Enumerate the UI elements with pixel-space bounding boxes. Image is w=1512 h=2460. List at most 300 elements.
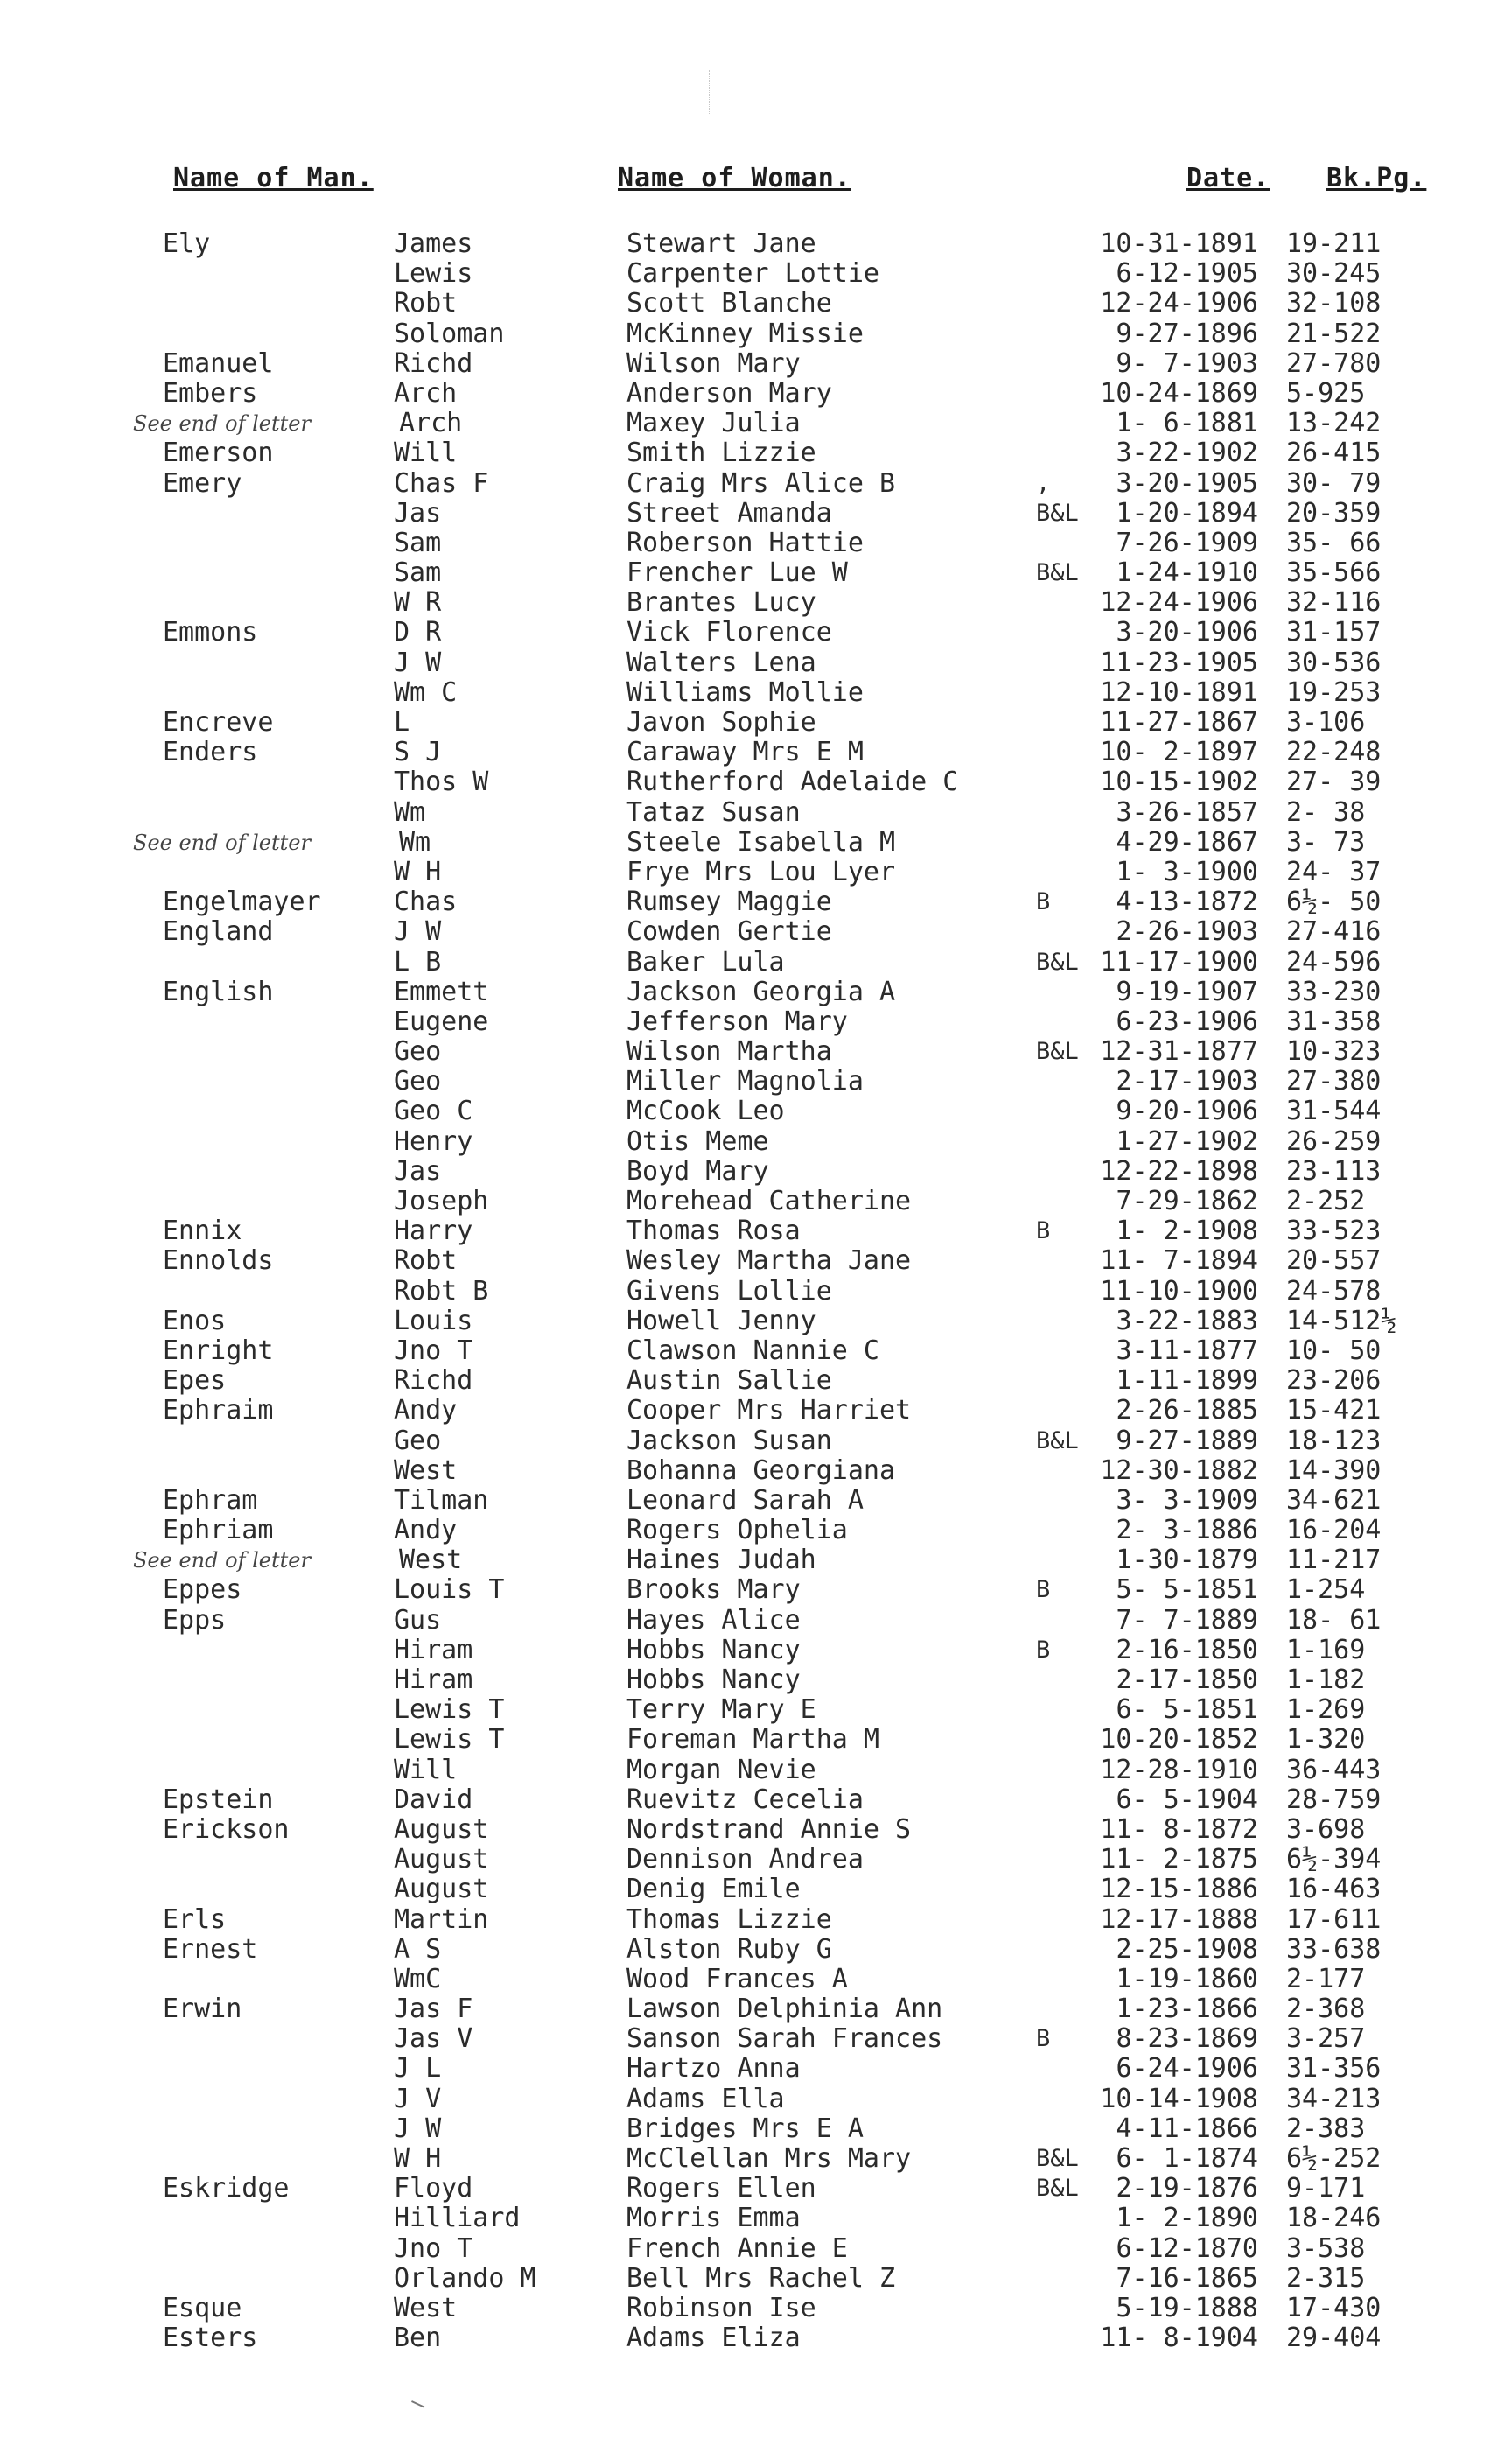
record-row <box>0 2144 1512 2174</box>
man-surname: Emerson <box>163 438 274 469</box>
book-page: 30- 79 <box>1286 467 1382 499</box>
woman-name: Rogers Ophelia <box>626 1515 848 1546</box>
book-page: 6½-394 <box>1286 1844 1382 1875</box>
record-row <box>0 2323 1512 2353</box>
man-given-name: S J <box>394 737 442 768</box>
book-page: 32-108 <box>1286 288 1382 319</box>
record-row <box>0 1875 1512 1904</box>
record-note: B&L <box>1036 559 1079 587</box>
record-row <box>0 2054 1512 2084</box>
record-note: B <box>1036 888 1051 916</box>
man-given-name: Robt <box>394 288 458 319</box>
man-surname: Enright <box>163 1335 274 1366</box>
marriage-date: 12-30-1882 <box>1100 1454 1258 1486</box>
marriage-date: 3-22-1883 <box>1116 1305 1258 1336</box>
marriage-date: 1-19-1860 <box>1116 1963 1258 1994</box>
man-given-name: Henry <box>394 1125 473 1157</box>
man-surname: Ephriam <box>163 1515 274 1546</box>
book-page: 29-404 <box>1286 2323 1382 2354</box>
book-page: 3- 73 <box>1286 826 1366 858</box>
see-end-of-letter-note: See end of letter <box>133 830 311 855</box>
column-header <box>0 163 1512 207</box>
record-row <box>0 469 1512 499</box>
record-row <box>0 2114 1512 2144</box>
man-given-name: Orlando M <box>394 2262 536 2294</box>
man-given-name: Jas <box>394 497 442 529</box>
woman-name: Haines Judah <box>626 1545 816 1576</box>
record-row <box>0 708 1512 738</box>
man-given-name: Richd <box>394 1365 473 1397</box>
man-given-name: Chas F <box>394 467 489 499</box>
man-surname: English <box>163 976 274 1007</box>
marriage-date: 10-14-1908 <box>1100 2083 1258 2114</box>
man-surname: Enos <box>163 1305 227 1336</box>
marriage-date: 9-27-1896 <box>1116 318 1258 349</box>
woman-name: Denig Emile <box>626 1874 801 1905</box>
marriage-date: 4-11-1866 <box>1116 2113 1258 2144</box>
woman-name: Lawson Delphinia Ann <box>626 1994 943 2025</box>
record-row <box>0 409 1512 438</box>
record-row <box>0 1456 1512 1486</box>
record-row <box>0 1575 1512 1605</box>
book-page: 32-116 <box>1286 587 1382 619</box>
marriage-date: 2-19-1876 <box>1116 2173 1258 2204</box>
woman-name: Frye Mrs Lou Lyer <box>626 856 896 887</box>
record-row <box>0 229 1512 259</box>
book-page: 26-259 <box>1286 1125 1382 1157</box>
record-row <box>0 1695 1512 1725</box>
book-page: 3-257 <box>1286 2023 1366 2055</box>
woman-name: Wilson Martha <box>626 1036 832 1068</box>
record-row <box>0 1756 1512 1785</box>
man-given-name: W H <box>394 856 442 887</box>
man-given-name: West <box>394 1454 458 1486</box>
woman-name: Walters Lena <box>626 647 816 678</box>
book-page: 16-463 <box>1286 1874 1382 1905</box>
book-page: 1-269 <box>1286 1694 1366 1726</box>
woman-name: Terry Mary E <box>626 1694 816 1726</box>
woman-name: Morehead Catherine <box>626 1186 912 1216</box>
record-row <box>0 588 1512 618</box>
man-given-name: Eugene <box>394 1006 489 1037</box>
marriage-date: 1-11-1899 <box>1116 1365 1258 1397</box>
book-page: 24-596 <box>1286 946 1382 978</box>
woman-name: Foreman Martha M <box>626 1724 879 1756</box>
man-given-name: Geo <box>394 1066 442 1097</box>
record-row <box>0 1785 1512 1815</box>
man-surname: Emanuel <box>163 347 274 379</box>
book-page: 31-358 <box>1286 1006 1382 1037</box>
record-note: B&L <box>1036 2145 1079 2172</box>
marriage-records <box>0 229 1512 2353</box>
man-given-name: Sam <box>394 527 442 558</box>
woman-name: Thomas Rosa <box>626 1216 801 1247</box>
man-given-name: Robt <box>394 1245 458 1277</box>
woman-name: Clawson Nannie C <box>626 1335 879 1366</box>
record-row <box>0 2234 1512 2264</box>
man-given-name: J W <box>394 916 442 948</box>
record-row <box>0 2174 1512 2204</box>
woman-name: Wilson Mary <box>626 347 801 379</box>
woman-name: Adams Eliza <box>626 2323 801 2354</box>
man-given-name: August <box>394 1844 489 1875</box>
book-page: 2-383 <box>1286 2113 1366 2144</box>
woman-name: McCook Leo <box>626 1096 785 1127</box>
record-row <box>0 438 1512 468</box>
marriage-date: 11-23-1905 <box>1100 647 1258 678</box>
woman-name: Steele Isabella M <box>626 826 896 858</box>
marriage-date: 6-24-1906 <box>1116 2053 1258 2085</box>
book-page: 2-368 <box>1286 1994 1366 2025</box>
woman-name: Alston Ruby G <box>626 1933 832 1965</box>
book-page: 10-323 <box>1286 1036 1382 1068</box>
record-row <box>0 738 1512 767</box>
man-given-name: Richd <box>394 347 473 379</box>
book-page: 13-242 <box>1286 408 1382 439</box>
woman-name: Rumsey Maggie <box>626 887 832 918</box>
marriage-date: 3-26-1857 <box>1116 796 1258 828</box>
marriage-date: 7-26-1909 <box>1116 527 1258 558</box>
record-row <box>0 1426 1512 1456</box>
header-name-of-man: Name of Man. <box>173 163 374 193</box>
book-page: 28-759 <box>1286 1784 1382 1815</box>
marriage-date: 10-15-1902 <box>1100 767 1258 798</box>
book-page: 30-536 <box>1286 647 1382 678</box>
marriage-date: 3-20-1905 <box>1116 467 1258 499</box>
woman-name: Smith Lizzie <box>626 438 816 469</box>
marriage-date: 12-28-1910 <box>1100 1754 1258 1785</box>
marriage-date: 2-17-1850 <box>1116 1665 1258 1695</box>
woman-name: Bohanna Georgiana <box>626 1454 896 1486</box>
man-given-name: Thos W <box>394 767 489 798</box>
see-end-of-letter-note: See end of letter <box>133 411 311 437</box>
man-surname: Erwin <box>163 1994 242 2025</box>
book-page: 11-217 <box>1286 1545 1382 1576</box>
marriage-date: 5- 5-1851 <box>1116 1574 1258 1606</box>
man-surname: Epstein <box>163 1784 274 1815</box>
marriage-date: 6- 5-1851 <box>1116 1694 1258 1726</box>
book-page: 17-430 <box>1286 2292 1382 2323</box>
man-given-name: Sam <box>394 557 442 589</box>
book-page: 3-698 <box>1286 1813 1366 1845</box>
man-given-name: Geo C <box>394 1096 473 1127</box>
record-row <box>0 1277 1512 1307</box>
man-given-name: L B <box>394 946 442 978</box>
book-page: 6½- 50 <box>1286 887 1382 918</box>
woman-name: Maxey Julia <box>626 408 801 439</box>
marriage-date: 7-16-1865 <box>1116 2262 1258 2294</box>
marriage-date: 6-12-1905 <box>1116 258 1258 290</box>
man-given-name: Wm C <box>394 676 458 708</box>
header-date: Date. <box>1186 163 1270 193</box>
man-given-name: Jno T <box>394 1335 473 1366</box>
book-page: 5-925 <box>1286 377 1366 409</box>
woman-name: Otis Meme <box>626 1125 769 1157</box>
record-row <box>0 1905 1512 1935</box>
marriage-date: 2-16-1850 <box>1116 1634 1258 1665</box>
book-page: 27-780 <box>1286 347 1382 379</box>
see-end-of-letter-note: See end of letter <box>133 1548 311 1573</box>
marriage-date: 3- 3-1909 <box>1116 1484 1258 1516</box>
book-page: 20-359 <box>1286 497 1382 529</box>
woman-name: Jefferson Mary <box>626 1006 848 1037</box>
book-page: 3-106 <box>1286 707 1366 738</box>
man-surname: Ennolds <box>163 1245 274 1277</box>
man-surname: Ephram <box>163 1484 258 1516</box>
man-given-name: Emmett <box>394 976 489 1007</box>
record-note: B <box>1036 2025 1051 2053</box>
record-row <box>0 917 1512 947</box>
book-page: 33-638 <box>1286 1933 1382 1965</box>
record-note: B <box>1036 1636 1051 1664</box>
man-surname: Epes <box>163 1365 227 1397</box>
man-given-name: Hiram <box>394 1634 473 1665</box>
man-given-name: West <box>394 2292 458 2323</box>
woman-name: Morgan Nevie <box>626 1754 816 1785</box>
marriage-date: 6-12-1870 <box>1116 2232 1258 2264</box>
woman-name: Williams Mollie <box>626 676 864 708</box>
woman-name: McKinney Missie <box>626 318 864 349</box>
record-row <box>0 2085 1512 2114</box>
marriage-date: 2-26-1885 <box>1116 1395 1258 1426</box>
record-row <box>0 558 1512 588</box>
record-row <box>0 948 1512 978</box>
book-page: 1-169 <box>1286 1634 1366 1665</box>
record-row <box>0 618 1512 648</box>
man-given-name: Geo <box>394 1425 442 1456</box>
woman-name: Javon Sophie <box>626 707 816 738</box>
book-page: 9-171 <box>1286 2173 1366 2204</box>
record-note: B <box>1036 1217 1051 1245</box>
marriage-date: 3-11-1877 <box>1116 1335 1258 1366</box>
man-surname: Encreve <box>163 707 274 738</box>
book-page: 18-246 <box>1286 2203 1382 2234</box>
record-row <box>0 1486 1512 1516</box>
marriage-date: 1- 2-1908 <box>1116 1216 1258 1247</box>
marriage-date: 5-19-1888 <box>1116 2292 1258 2323</box>
book-page: 18- 61 <box>1286 1604 1382 1636</box>
man-given-name: Louis <box>394 1305 473 1336</box>
woman-name: Robinson Ise <box>626 2292 816 2323</box>
woman-name: Leonard Sarah A <box>626 1484 864 1516</box>
stray-mark <box>409 2400 425 2414</box>
marriage-date: 11- 2-1875 <box>1100 1844 1258 1875</box>
man-given-name: Ben <box>394 2323 442 2354</box>
man-given-name: J W <box>394 647 442 678</box>
man-surname: Epps <box>163 1604 227 1636</box>
woman-name: Cooper Mrs Harriet <box>626 1395 912 1426</box>
marriage-date: 7-29-1862 <box>1116 1186 1258 1216</box>
man-given-name: Floyd <box>394 2173 473 2204</box>
book-page: 34-213 <box>1286 2083 1382 2114</box>
record-row <box>0 2204 1512 2233</box>
man-given-name: Will <box>394 1754 458 1785</box>
marriage-date: 12-24-1906 <box>1100 288 1258 319</box>
marriage-date: 12-24-1906 <box>1100 587 1258 619</box>
record-row <box>0 828 1512 858</box>
book-page: 14-512½ <box>1286 1305 1397 1336</box>
record-row <box>0 1845 1512 1875</box>
woman-name: Caraway Mrs E M <box>626 737 864 768</box>
record-row <box>0 529 1512 558</box>
woman-name: Wood Frances A <box>626 1963 848 1994</box>
man-given-name: Martin <box>394 1903 489 1935</box>
marriage-date: 1-23-1866 <box>1116 1994 1258 2025</box>
man-given-name: Gus <box>394 1604 442 1636</box>
woman-name: Ruevitz Cecelia <box>626 1784 864 1815</box>
marriage-date: 9-27-1889 <box>1116 1425 1258 1456</box>
marriage-date: 3-20-1906 <box>1116 617 1258 648</box>
marriage-date: 1-27-1902 <box>1116 1125 1258 1157</box>
woman-name: McClellan Mrs Mary <box>626 2143 912 2174</box>
man-given-name: Wm <box>399 826 431 858</box>
man-given-name: Will <box>394 438 458 469</box>
book-page: 15-421 <box>1286 1395 1382 1426</box>
man-given-name: David <box>394 1784 473 1815</box>
woman-name: Anderson Mary <box>626 377 832 409</box>
woman-name: Nordstrand Annie S <box>626 1813 912 1845</box>
record-row <box>0 1994 1512 2024</box>
man-given-name: Tilman <box>394 1484 489 1516</box>
man-surname: Eppes <box>163 1574 242 1606</box>
book-page: 14-390 <box>1286 1454 1382 1486</box>
book-page: 33-523 <box>1286 1216 1382 1247</box>
man-given-name: Wm <box>394 796 426 828</box>
record-note: B&L <box>1036 499 1079 527</box>
woman-name: Givens Lollie <box>626 1275 832 1307</box>
man-surname: Esque <box>163 2292 242 2323</box>
record-row <box>0 319 1512 349</box>
record-row <box>0 1307 1512 1336</box>
woman-name: Scott Blanche <box>626 288 832 319</box>
woman-name: Rutherford Adelaide C <box>626 767 959 798</box>
book-page: 2-252 <box>1286 1186 1366 1216</box>
book-page: 1-182 <box>1286 1665 1366 1695</box>
record-row <box>0 289 1512 319</box>
record-row <box>0 499 1512 529</box>
man-surname: Ephraim <box>163 1395 274 1426</box>
book-page: 35-566 <box>1286 557 1382 589</box>
record-row <box>0 1815 1512 1845</box>
marriage-date: 11- 7-1894 <box>1100 1245 1258 1277</box>
book-page: 1-320 <box>1286 1724 1366 1756</box>
marriage-date: 3-22-1902 <box>1116 438 1258 469</box>
marriage-date: 11-17-1900 <box>1100 946 1258 978</box>
marriage-date: 4-13-1872 <box>1116 887 1258 918</box>
marriage-date: 9-19-1907 <box>1116 976 1258 1007</box>
header-book-page: Bk.Pg. <box>1326 163 1427 193</box>
marriage-date: 11-10-1900 <box>1100 1275 1258 1307</box>
woman-name: Cowden Gertie <box>626 916 832 948</box>
book-page: 2-315 <box>1286 2262 1366 2294</box>
book-page: 26-415 <box>1286 438 1382 469</box>
marriage-date: 10- 2-1897 <box>1100 737 1258 768</box>
record-row <box>0 1606 1512 1636</box>
book-page: 27- 39 <box>1286 767 1382 798</box>
man-given-name: Jas <box>394 1155 442 1187</box>
woman-name: Frencher Lue W <box>626 557 848 589</box>
man-given-name: W R <box>394 587 442 619</box>
marriage-date: 8-23-1869 <box>1116 2023 1258 2055</box>
man-given-name: Hilliard <box>394 2203 521 2234</box>
man-given-name: James <box>394 228 473 259</box>
book-page: 19-211 <box>1286 228 1382 259</box>
man-given-name: August <box>394 1874 489 1905</box>
man-surname: Embers <box>163 377 258 409</box>
record-row <box>0 798 1512 828</box>
marriage-date: 12-10-1891 <box>1100 676 1258 708</box>
man-given-name: Andy <box>394 1515 458 1546</box>
book-page: 36-443 <box>1286 1754 1382 1785</box>
record-row <box>0 2024 1512 2054</box>
woman-name: Bridges Mrs E A <box>626 2113 864 2144</box>
man-surname: Erls <box>163 1903 227 1935</box>
marriage-date: 10-20-1852 <box>1100 1724 1258 1756</box>
man-surname: Engelmayer <box>163 887 321 918</box>
book-page: 10- 50 <box>1286 1335 1382 1366</box>
marriage-date: 1- 6-1881 <box>1116 408 1258 439</box>
woman-name: Jackson Georgia A <box>626 976 896 1007</box>
record-row <box>0 1216 1512 1246</box>
marriage-date: 12-17-1888 <box>1100 1903 1258 1935</box>
man-given-name: Soloman <box>394 318 505 349</box>
woman-name: Sanson Sarah Frances <box>626 2023 943 2055</box>
marriage-date: 1-30-1879 <box>1116 1545 1258 1576</box>
record-row <box>0 978 1512 1007</box>
man-given-name: Arch <box>394 377 458 409</box>
record-note: B&L <box>1036 1426 1079 1454</box>
record-note: B&L <box>1036 1038 1079 1066</box>
man-surname: Enders <box>163 737 258 768</box>
record-row <box>0 1187 1512 1216</box>
record-note: B&L <box>1036 2175 1079 2203</box>
book-page: 16-204 <box>1286 1515 1382 1546</box>
man-given-name: Hiram <box>394 1665 473 1695</box>
woman-name: Morris Emma <box>626 2203 801 2234</box>
record-row <box>0 1097 1512 1126</box>
woman-name: Hartzo Anna <box>626 2053 801 2085</box>
marriage-date: 7- 7-1889 <box>1116 1604 1258 1636</box>
book-page: 19-253 <box>1286 676 1382 708</box>
marriage-date: 9- 7-1903 <box>1116 347 1258 379</box>
woman-name: Stewart Jane <box>626 228 816 259</box>
man-surname: Ely <box>163 228 211 259</box>
record-row <box>0 379 1512 409</box>
record-row <box>0 887 1512 917</box>
marriage-date: 4-29-1867 <box>1116 826 1258 858</box>
woman-name: Brantes Lucy <box>626 587 816 619</box>
record-row <box>0 1127 1512 1157</box>
man-given-name: Jas V <box>394 2023 473 2055</box>
marriage-date: 6- 1-1874 <box>1116 2143 1258 2174</box>
book-page: 23-113 <box>1286 1155 1382 1187</box>
marriage-date: 2-25-1908 <box>1116 1933 1258 1965</box>
man-given-name: Arch <box>399 408 463 439</box>
book-page: 23-206 <box>1286 1365 1382 1397</box>
record-row <box>0 1366 1512 1396</box>
book-page: 24-578 <box>1286 1275 1382 1307</box>
marriage-date: 6-23-1906 <box>1116 1006 1258 1037</box>
man-surname: Emery <box>163 467 242 499</box>
man-given-name: Lewis T <box>394 1694 505 1726</box>
woman-name: Thomas Lizzie <box>626 1903 832 1935</box>
book-page: 31-356 <box>1286 2053 1382 2085</box>
man-surname: Ernest <box>163 1933 258 1965</box>
woman-name: Howell Jenny <box>626 1305 816 1336</box>
man-given-name: Joseph <box>394 1186 489 1216</box>
marriage-date: 11- 8-1904 <box>1100 2323 1258 2354</box>
record-row <box>0 678 1512 708</box>
